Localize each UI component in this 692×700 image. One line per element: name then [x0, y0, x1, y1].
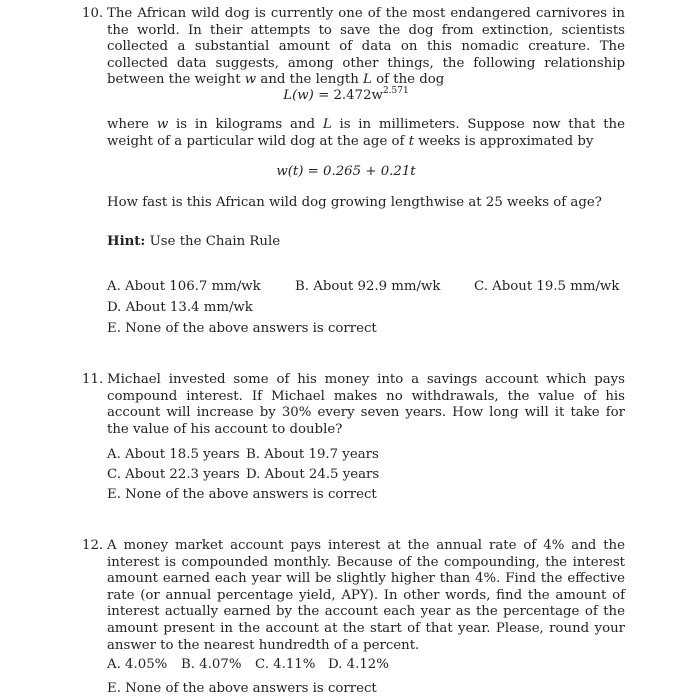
problem-number: 11.	[82, 372, 104, 387]
choice-c[interactable]: C. About 19.5 mm/wk	[474, 279, 620, 294]
choice-e[interactable]: E. None of the above answers is correct	[107, 487, 377, 502]
question-text	[107, 195, 625, 212]
stem-text: Michael invested some of his money into a savings account which pays compound interest. If Michael makes no withdrawals, the value of his account will increase by 30% every seven years. How long will it take for the value of his account to double?	[107, 372, 625, 437]
problem-number: 10.	[82, 6, 104, 21]
choice-e[interactable]: E. None of the above answers is correct	[107, 321, 377, 336]
problem-stem	[107, 6, 625, 89]
formula-exponent: 2.571	[382, 86, 409, 96]
variable-w: w	[156, 117, 169, 132]
choice-a[interactable]: A. About 106.7 mm/wk	[107, 279, 261, 294]
choice-d[interactable]: D. About 24.5 years	[246, 467, 380, 482]
choice-b[interactable]: B. About 19.7 years	[246, 447, 379, 462]
choice-a[interactable]: A. About 18.5 years	[107, 447, 240, 462]
choice-a[interactable]: A. 4.05%	[107, 657, 168, 672]
formula-rhs: = 2.472w	[318, 88, 383, 103]
problem-stem-2	[107, 117, 625, 150]
choice-d[interactable]: D. 4.12%	[328, 657, 389, 672]
stem-text: The African wild dog is currently one of the most endangered carnivores in the world. In their attempts to save the dog from extinction, scientists collected a substantial amount of data on this nomadic creature. The collected data suggests, among other things, the following relationship between the weight	[107, 6, 625, 88]
stem-text: weeks is approximated by	[418, 133, 594, 149]
stem-text: A money market account pays interest at the annual rate of 4% and the interest is compounded monthly. Because of the compounding, the interest amount earned each year will be slightly higher than 4%. Find the effective rate (or annual percentage yield, APY). In other words, find the amount of interest actually earned by the account each year as the percentage of the amount present in the account at the start of that year. Please, round your answer to the nearest hundredth of a percent.	[107, 538, 625, 653]
problem-stem	[107, 538, 625, 654]
formula-length	[0, 88, 692, 105]
stem-text: of the dog	[376, 72, 445, 88]
choice-b[interactable]: B. 4.07%	[181, 657, 242, 672]
formula-weight	[0, 164, 692, 181]
stem-text: is in kilograms and	[176, 117, 316, 132]
formula-lhs: L(w)	[283, 88, 314, 103]
variable-L: L	[363, 72, 372, 88]
stem-text: and the length	[260, 72, 359, 88]
hint-label: Hint:	[107, 234, 146, 249]
variable-w: w	[244, 72, 257, 88]
problem-number: 12.	[82, 538, 104, 553]
hint-text: Use the Chain Rule	[149, 234, 281, 249]
choice-b[interactable]: B. About 92.9 mm/wk	[295, 279, 441, 294]
choice-c[interactable]: C. About 22.3 years	[107, 467, 240, 482]
choice-d[interactable]: D. About 13.4 mm/wk	[107, 300, 253, 315]
formula-text: w(t) = 0.265 + 0.21t	[276, 164, 416, 179]
stem-text: where	[107, 117, 150, 132]
question: How fast is this African wild dog growing lengthwise at 25 weeks of age?	[107, 195, 602, 210]
stem-text: is in millimeters. Suppose now that the weight of a particular wild dog at the age of	[107, 117, 625, 149]
problem-stem	[107, 372, 625, 438]
hint	[107, 234, 625, 251]
variable-t: t	[408, 133, 415, 149]
variable-L: L	[322, 117, 332, 132]
choice-c[interactable]: C. 4.11%	[255, 657, 316, 672]
choice-e[interactable]: E. None of the above answers is correct	[107, 681, 377, 696]
